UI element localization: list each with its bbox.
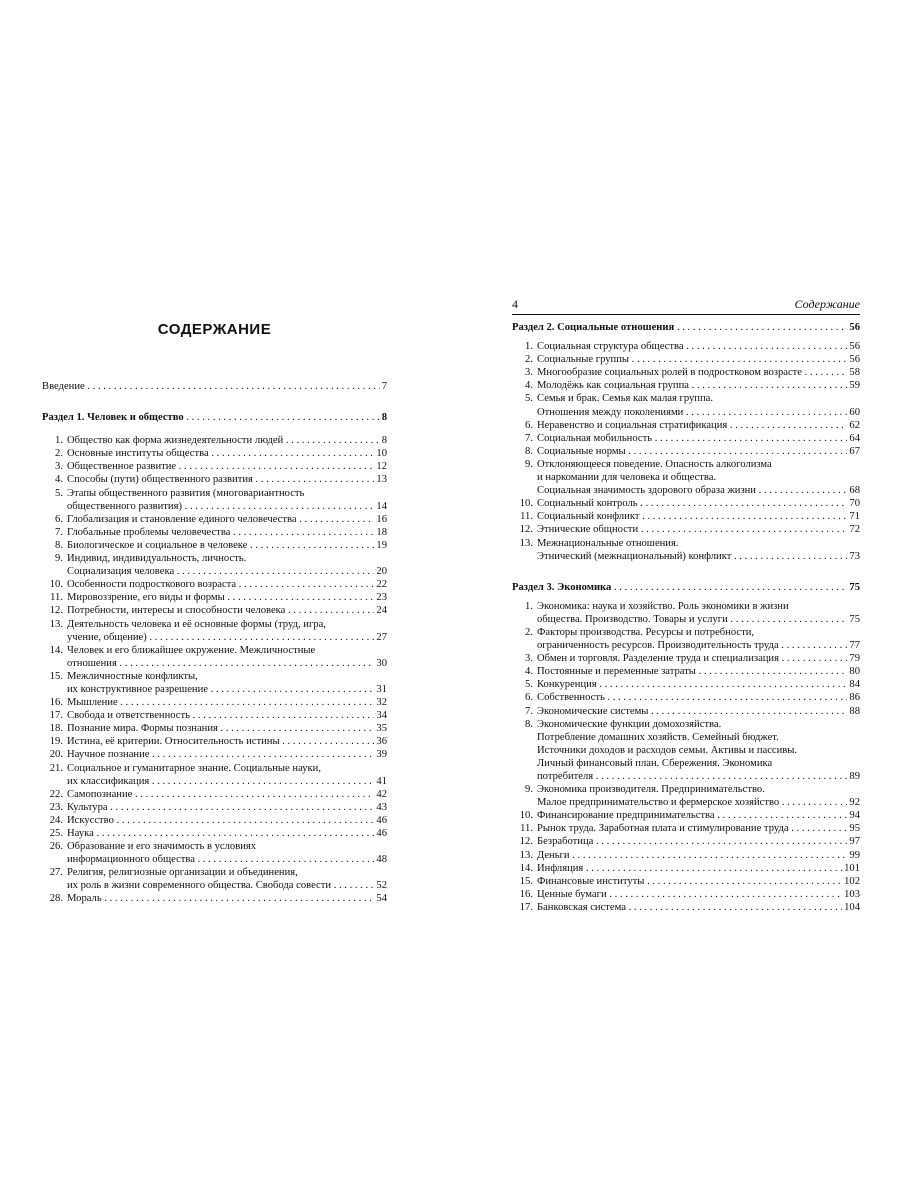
- toc-entry: [42, 604, 387, 617]
- entry-title: Рынок труда. Заработная плата и стимулирование труда . . .: [537, 822, 847, 835]
- toc-entry: [512, 340, 860, 353]
- entry-page: 72: [849, 524, 860, 536]
- entry-number: 7.: [525, 705, 533, 717]
- entry-title: Социальные нормы . . .: [537, 445, 847, 458]
- entry-page: 41: [376, 775, 387, 787]
- toc-entry: [512, 353, 860, 366]
- entry-page: 19: [376, 539, 387, 551]
- entry-title: Основные институты общества . . .: [67, 447, 374, 460]
- entry-title: Биологическое и социальное в человеке . . .: [67, 539, 374, 552]
- entry-number: 10.: [49, 579, 63, 591]
- toc-entry: [42, 618, 387, 631]
- entry-page: 13: [376, 474, 387, 486]
- entry-title: Потребление домашних хозяйств. Семейный бюджет.: [537, 731, 779, 743]
- entry-title: их классификация . . .: [67, 775, 374, 788]
- entry-page: 31: [376, 683, 387, 695]
- entry-number: 13.: [519, 849, 533, 861]
- entry-title: Деятельность человека и её основные формы (труд, игра,: [67, 618, 326, 630]
- entry-number: 9.: [525, 458, 533, 470]
- entry-number: 23.: [49, 801, 63, 813]
- entry-number: 3.: [525, 367, 533, 379]
- page-number: 4: [512, 297, 518, 311]
- entry-title: Этапы общественного развития (многовариантность: [67, 487, 305, 499]
- entry-number: 27.: [49, 867, 63, 879]
- entry-page: 34: [376, 710, 387, 722]
- entry-title: Деньги . . .: [537, 849, 847, 862]
- entry-number: 8.: [55, 539, 63, 551]
- entry-page: 36: [376, 736, 387, 748]
- entry-page: 46: [376, 828, 387, 839]
- toc-entry: [42, 827, 387, 840]
- toc-entry: [512, 705, 860, 718]
- toc-entry: [42, 762, 387, 775]
- entry-number: 28.: [49, 893, 63, 905]
- entry-page: 46: [376, 814, 387, 826]
- entry-title: и наркомании для человека и общества.: [537, 472, 717, 484]
- spacer: [512, 563, 860, 581]
- entry-title: Индивид, индивидуальность, личность.: [67, 553, 247, 565]
- entry-page: 101: [844, 862, 860, 874]
- entry-page: 35: [376, 723, 387, 735]
- entry-number: 1.: [55, 435, 63, 447]
- right-page: [512, 0, 860, 1200]
- toc-entry: [512, 510, 860, 523]
- entry-page: 43: [376, 801, 387, 813]
- toc-entry: [512, 796, 860, 809]
- toc-entry: [42, 500, 387, 513]
- entry-title: учение, общение) . . .: [67, 631, 374, 644]
- toc-entry: [42, 866, 387, 879]
- entry-title: Социальная мобильность . . .: [537, 432, 847, 445]
- entry-title: Ценные бумаги . . .: [537, 888, 842, 901]
- entry-page: 75: [849, 581, 860, 593]
- entry-title: Общество как форма жизнедеятельности людей . . .: [67, 434, 380, 447]
- entry-title: информационного общества . . .: [67, 853, 374, 866]
- entry-number: 16.: [519, 888, 533, 900]
- entry-number: 17.: [49, 710, 63, 722]
- toc-entry: [42, 683, 387, 696]
- toc-entry: [42, 748, 387, 761]
- toc-entry: [42, 709, 387, 722]
- entry-page: 39: [376, 749, 387, 761]
- entry-number: 9.: [55, 553, 63, 565]
- entry-page: 73: [849, 550, 860, 562]
- toc-entry: [42, 460, 387, 473]
- entry-number: 19.: [49, 736, 63, 748]
- entry-number: 10.: [519, 810, 533, 822]
- entry-page: 102: [844, 875, 860, 887]
- entry-title: Познание мира. Формы познания . . .: [67, 722, 374, 735]
- toc-entry: [42, 539, 387, 552]
- toc-entry: [42, 552, 387, 565]
- entry-number: 1.: [525, 341, 533, 353]
- entry-page: 56: [849, 322, 860, 333]
- toc-entry: [42, 814, 387, 827]
- toc-entry: [42, 526, 387, 539]
- toc-entry: [42, 696, 387, 709]
- spacer: [42, 393, 387, 411]
- entry-title: Малое предпринимательство и фермерское хозяйство . . .: [537, 796, 847, 809]
- entry-title: Социальный контроль . . .: [537, 497, 847, 510]
- entry-page: 27: [376, 631, 387, 643]
- toc-entry: [42, 801, 387, 814]
- entry-title: Образование и его значимость в условиях: [67, 841, 257, 853]
- entry-title: Межличностные конфликты,: [67, 670, 198, 682]
- toc-entry: [512, 862, 860, 875]
- entry-title: Экономика производителя. Предпринимательство.: [537, 784, 765, 796]
- entry-title: Культура . . .: [67, 801, 374, 814]
- toc-entry: [512, 419, 860, 432]
- toc-entry: [512, 770, 860, 783]
- toc-entry: [512, 888, 860, 901]
- entry-number: 9.: [525, 784, 533, 796]
- entry-title: Наука . . .: [67, 827, 374, 840]
- entry-page: 58: [849, 367, 860, 379]
- spacer: [42, 424, 387, 434]
- toc-entry: [42, 578, 387, 591]
- entry-title: их конструктивное разрешение . . .: [67, 683, 374, 696]
- entry-page: 77: [849, 640, 860, 652]
- toc-entry: [512, 809, 860, 822]
- toc-entry: [42, 631, 387, 644]
- intro-entry: [42, 380, 387, 393]
- entry-title: общества. Производство. Товары и услуги . . .: [537, 613, 847, 626]
- toc-entry: [512, 731, 860, 744]
- entry-title: Собственность . . .: [537, 691, 847, 704]
- entry-title: Постоянные и переменные затраты . . .: [537, 665, 847, 678]
- toc-entry: [512, 744, 860, 757]
- entry-title: Финансовые институты . . .: [537, 875, 842, 888]
- entry-number: 7.: [525, 432, 533, 444]
- entry-page: 86: [849, 692, 860, 704]
- entry-title: отношения . . .: [67, 657, 374, 670]
- entry-page: 94: [849, 810, 860, 822]
- toc-entry: [512, 901, 860, 914]
- entry-number: 15.: [49, 670, 63, 682]
- entry-title: Молодёжь как социальная группа . . .: [537, 379, 847, 392]
- entry-page: 10: [376, 448, 387, 460]
- entry-number: 13.: [49, 618, 63, 630]
- entry-number: 24.: [49, 814, 63, 826]
- toc-entry: [512, 581, 860, 594]
- entry-number: 6.: [525, 419, 533, 431]
- toc-entry: [42, 565, 387, 578]
- entry-number: 20.: [49, 749, 63, 761]
- entry-title: Экономические функции домохозяйства.: [537, 718, 722, 730]
- entry-title: Свобода и ответственность . . .: [67, 709, 374, 722]
- entry-number: 2.: [525, 354, 533, 366]
- entry-title: Источники доходов и расходов семьи. Активы и пассивы.: [537, 744, 798, 756]
- entry-number: 12.: [519, 524, 533, 536]
- entry-title: Социализация человека . . .: [67, 565, 374, 578]
- entry-number: 8.: [525, 445, 533, 457]
- entry-number: 4.: [525, 666, 533, 678]
- right-toc: [512, 321, 860, 914]
- entry-number: 10.: [519, 498, 533, 510]
- toc-entry: [512, 523, 860, 536]
- entry-number: 12.: [49, 605, 63, 617]
- entry-number: 15.: [519, 875, 533, 887]
- entry-title: Обмен и торговля. Разделение труда и специализация . . .: [537, 652, 847, 665]
- entry-page: 56: [849, 341, 860, 353]
- toc-entry: [42, 591, 387, 604]
- entry-number: 4.: [525, 380, 533, 392]
- toc-entry: [42, 879, 387, 892]
- entry-page: 48: [376, 854, 387, 866]
- entry-title: Этнические общности . . .: [537, 523, 847, 536]
- toc-entry: [42, 447, 387, 460]
- entry-page: 12: [376, 461, 387, 473]
- toc-entry: [42, 853, 387, 866]
- entry-page: 24: [376, 605, 387, 617]
- toc-entry: [512, 484, 860, 497]
- entry-number: 5.: [525, 393, 533, 405]
- toc-entry: [42, 657, 387, 670]
- toc-entry: [42, 735, 387, 748]
- toc-entry: [42, 722, 387, 735]
- entry-number: 2.: [525, 626, 533, 638]
- toc-entry: [512, 600, 860, 613]
- entry-number: 11.: [520, 511, 533, 523]
- entry-title: Особенности подросткового возраста . . .: [67, 578, 374, 591]
- toc-entry: [512, 445, 860, 458]
- entry-number: 11.: [50, 592, 63, 604]
- entry-page: 52: [376, 880, 387, 892]
- entry-title: Социальная значимость здорового образа жизни . . .: [537, 484, 847, 497]
- contents-title: СОДЕРЖАНИЕ: [157, 321, 272, 338]
- toc-entry: [512, 691, 860, 704]
- toc-entry: [512, 875, 860, 888]
- entry-page: 8: [381, 435, 387, 447]
- entry-number: 12.: [519, 836, 533, 848]
- entry-page: 32: [376, 697, 387, 709]
- toc-entry: [512, 783, 860, 796]
- entry-title: Потребности, интересы и способности человека . . .: [67, 604, 374, 617]
- entry-page: 99: [849, 849, 860, 861]
- left-toc: [42, 380, 387, 906]
- entry-number: 3.: [525, 653, 533, 665]
- entry-title: Искусство . . .: [67, 814, 374, 827]
- entry-page: 8: [381, 412, 387, 424]
- toc-entry: [512, 849, 860, 862]
- entry-page: 71: [849, 511, 860, 523]
- entry-number: 1.: [525, 600, 533, 612]
- entry-title: Религия, религиозные организации и объединения,: [67, 867, 298, 879]
- entry-page: 7: [381, 381, 387, 392]
- toc-entry: [512, 652, 860, 665]
- entry-title: Межнациональные отношения.: [537, 537, 679, 549]
- entry-page: 54: [376, 893, 387, 905]
- entry-title: Экономика: наука и хозяйство. Роль экономики в жизни: [537, 600, 789, 612]
- entry-title: Раздел 3. Экономика . . .: [512, 581, 847, 594]
- entry-page: 84: [849, 679, 860, 691]
- toc-entry: [512, 379, 860, 392]
- left-page: [42, 0, 387, 1200]
- entry-number: 6.: [55, 513, 63, 525]
- entry-title: Раздел 2. Социальные отношения . . .: [512, 321, 847, 334]
- toc-entry: [512, 678, 860, 691]
- toc-entry: [512, 613, 860, 626]
- toc-entry: [42, 670, 387, 683]
- running-title: Содержание: [794, 297, 860, 311]
- entry-title: общественного развития) . . .: [67, 500, 374, 513]
- toc-entry: [512, 550, 860, 563]
- entry-title: их роль в жизни современного общества. Свобода совести . . .: [67, 879, 374, 892]
- toc-entry: [512, 639, 860, 652]
- toc-entry: [42, 644, 387, 657]
- entry-title: Экономические системы . . .: [537, 705, 847, 718]
- running-head: [512, 296, 860, 315]
- entry-number: 14.: [49, 644, 63, 656]
- entry-title: Личный финансовый план. Сбережения. Экономика: [537, 757, 773, 769]
- entry-title: Научное познание . . .: [67, 748, 374, 761]
- entry-title: Раздел 1. Человек и общество . . .: [42, 411, 380, 424]
- entry-number: 3.: [55, 461, 63, 473]
- entry-title: потребителя . . .: [537, 770, 847, 783]
- toc-entry: [42, 411, 387, 424]
- toc-entry: [42, 473, 387, 486]
- entry-number: 8.: [525, 718, 533, 730]
- entry-number: 7.: [55, 526, 63, 538]
- entry-page: 14: [376, 500, 387, 512]
- toc-entry: [512, 432, 860, 445]
- entry-page: 104: [844, 901, 860, 913]
- toc-entry: [512, 458, 860, 471]
- entry-page: 103: [844, 888, 860, 900]
- toc-entry: [42, 892, 387, 905]
- toc-entry: [512, 406, 860, 419]
- entry-page: 42: [376, 788, 387, 800]
- entry-page: 62: [849, 419, 860, 431]
- entry-page: 92: [849, 797, 860, 809]
- toc-entry: [42, 513, 387, 526]
- toc-entry: [512, 471, 860, 484]
- entry-title: Инфляция . . .: [537, 862, 842, 875]
- entry-title: Социальные группы . . .: [537, 353, 847, 366]
- entry-title: Семья и брак. Семья как малая группа.: [537, 393, 713, 405]
- entry-title: Факторы производства. Ресурсы и потребности,: [537, 626, 755, 638]
- toc-entry: [512, 321, 860, 334]
- toc-entry: [512, 757, 860, 770]
- toc-entry: [42, 788, 387, 801]
- entry-number: 13.: [519, 537, 533, 549]
- entry-title: Неравенство и социальная стратификация . . .: [537, 419, 847, 432]
- toc-entry: [512, 497, 860, 510]
- entry-title: Мышление . . .: [67, 696, 374, 709]
- entry-number: 18.: [49, 723, 63, 735]
- entry-title: Безработица . . .: [537, 835, 847, 848]
- entry-page: 60: [849, 406, 860, 418]
- entry-title: Отношения между поколениями . . .: [537, 406, 847, 419]
- entry-title: Банковская система . . .: [537, 901, 842, 914]
- toc-entry: [512, 665, 860, 678]
- entry-page: 88: [849, 705, 860, 717]
- entry-number: 25.: [49, 828, 63, 839]
- entry-page: 23: [376, 592, 387, 604]
- entry-page: 79: [849, 653, 860, 665]
- entry-page: 16: [376, 513, 387, 525]
- toc-entry: [512, 718, 860, 731]
- entry-number: 5.: [525, 679, 533, 691]
- entry-title: Социальный конфликт . . .: [537, 510, 847, 523]
- entry-page: 97: [849, 836, 860, 848]
- toc-entry: [512, 392, 860, 405]
- entry-number: 22.: [49, 788, 63, 800]
- entry-page: 64: [849, 432, 860, 444]
- entry-title: Человек и его ближайшее окружение. Межличностные: [67, 644, 316, 656]
- entry-title: Мораль . . .: [67, 892, 374, 905]
- entry-title: Отклоняющееся поведение. Опасность алкоголизма: [537, 458, 772, 470]
- toc-entry: [42, 434, 387, 447]
- entry-page: 67: [849, 445, 860, 457]
- entry-title: Мировоззрение, его виды и формы . . .: [67, 591, 374, 604]
- entry-number: 16.: [49, 697, 63, 709]
- entry-page: 95: [849, 823, 860, 835]
- toc-entry: [512, 537, 860, 550]
- entry-number: 21.: [49, 762, 63, 774]
- entry-page: 80: [849, 666, 860, 678]
- entry-page: 68: [849, 485, 860, 497]
- entry-title: Конкуренция . . .: [537, 678, 847, 691]
- entry-title: Многообразие социальных ролей в подростковом возрасте . . .: [537, 366, 847, 379]
- entry-title: Общественное развитие . . .: [67, 460, 374, 473]
- entry-title: Способы (пути) общественного развития . . .: [67, 473, 374, 486]
- entry-title: Самопознание . . .: [67, 788, 374, 801]
- toc-entry: [512, 366, 860, 379]
- entry-title: Истина, её критерии. Относительность истины . . .: [67, 735, 374, 748]
- entry-title: Глобализация и становление единого человечества . . .: [67, 513, 374, 526]
- toc-entry: [512, 835, 860, 848]
- entry-number: 17.: [519, 901, 533, 913]
- entry-number: 6.: [525, 692, 533, 704]
- entry-title: Социальное и гуманитарное знание. Социальные науки,: [67, 762, 321, 774]
- toc-entry: [42, 487, 387, 500]
- entry-title: Социальная структура общества . . .: [537, 340, 847, 353]
- entry-number: 5.: [55, 487, 63, 499]
- entry-page: 89: [849, 771, 860, 782]
- entry-title: Финансирование предпринимательства . . .: [537, 809, 847, 822]
- entry-page: 18: [376, 526, 387, 538]
- entry-page: 59: [849, 380, 860, 392]
- entry-page: 70: [849, 498, 860, 510]
- entry-page: 30: [376, 657, 387, 669]
- entry-title: ограниченность ресурсов. Производительность труда . . .: [537, 639, 847, 652]
- entry-number: 2.: [55, 448, 63, 460]
- entry-title: Введение . . .: [42, 380, 380, 393]
- toc-entry: [512, 626, 860, 639]
- entry-number: 4.: [55, 474, 63, 486]
- entry-page: 20: [376, 566, 387, 578]
- entry-number: 14.: [519, 862, 533, 874]
- toc-entry: [42, 840, 387, 853]
- entry-page: 75: [849, 613, 860, 625]
- entry-number: 26.: [49, 841, 63, 853]
- entry-title: Этнический (межнациональный) конфликт . . .: [537, 550, 847, 563]
- toc-entry: [512, 822, 860, 835]
- entry-page: 56: [849, 354, 860, 366]
- entry-number: 11.: [520, 823, 533, 835]
- entry-page: 22: [376, 579, 387, 591]
- toc-entry: [42, 775, 387, 788]
- entry-title: Глобальные проблемы человечества . . .: [67, 526, 374, 539]
